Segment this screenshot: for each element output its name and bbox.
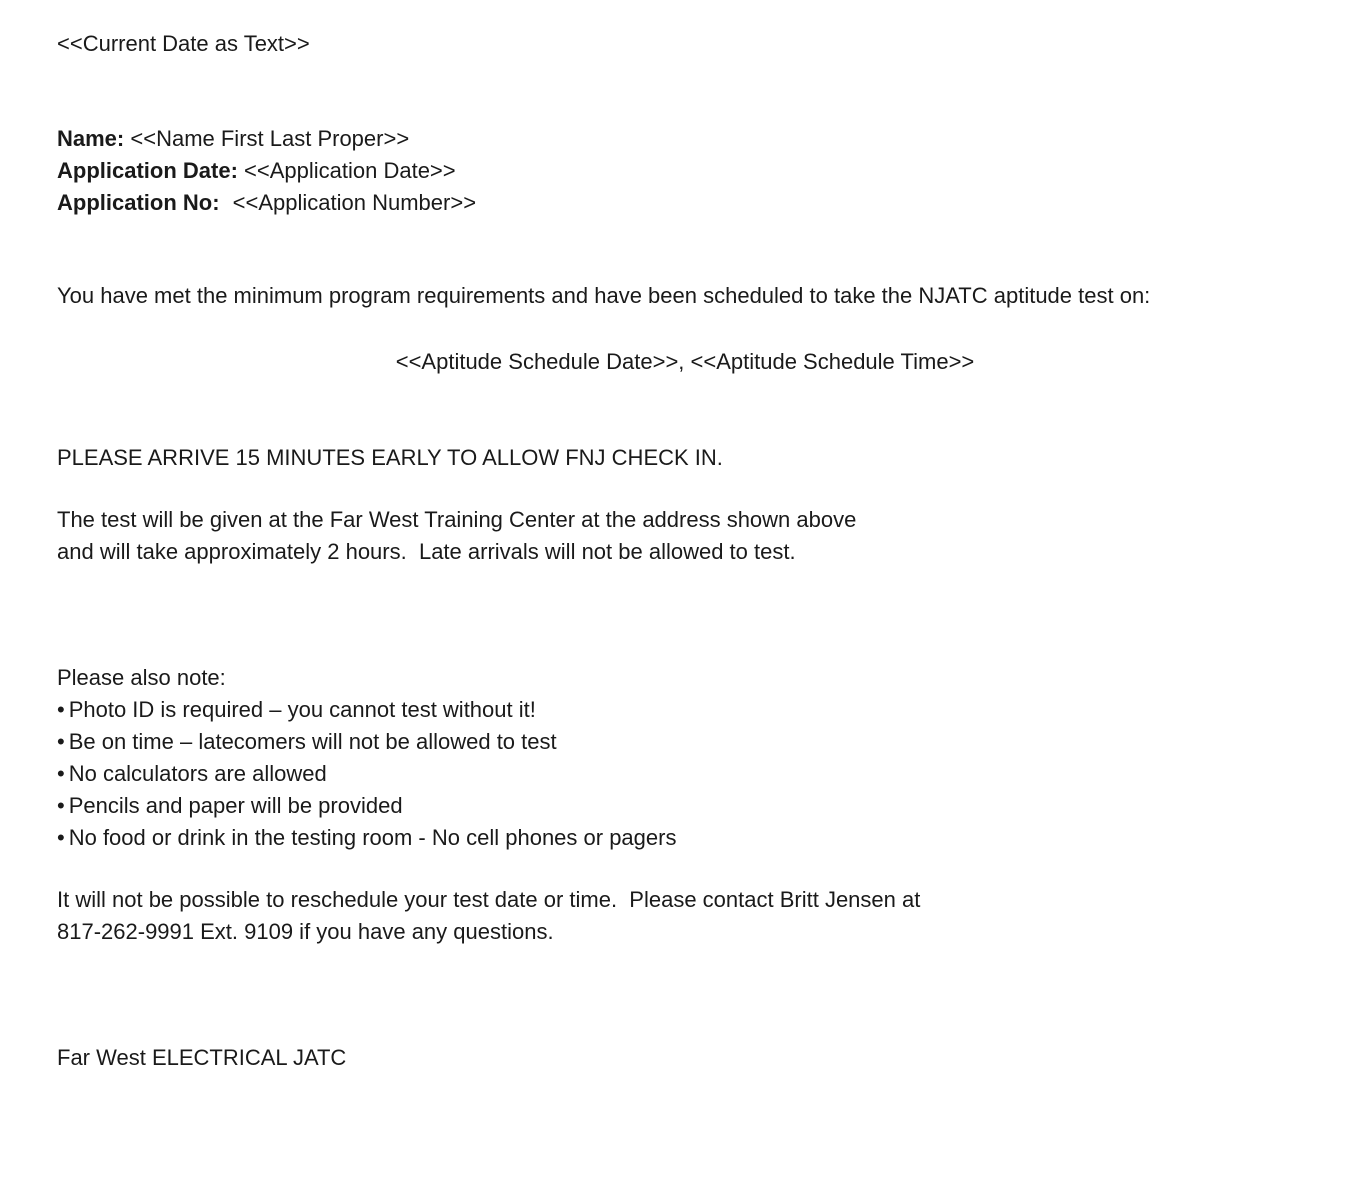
name-line (57, 123, 1313, 155)
arrival-notice: PLEASE ARRIVE 15 MINUTES EARLY TO ALLOW FNJ CHECK IN. (57, 445, 723, 470)
bullet-glyph: • (57, 793, 65, 818)
reschedule-line-2: 817-262-9991 Ext. 9109 if you have any questions. (57, 919, 554, 944)
note-text: Be on time – latecomers will not be allowed to test (68, 729, 557, 754)
application-no-value: <<Application Number>> (232, 190, 477, 215)
name-value: <<Name First Last Proper>> (130, 126, 410, 151)
notes-section (57, 662, 1313, 854)
application-date-label: Application Date: (57, 158, 238, 183)
notes-heading: Please also note: (57, 665, 226, 690)
list-item (57, 822, 1313, 854)
intro-paragraph: You have met the minimum program requirements and have been scheduled to take the NJATC aptitude test on: (57, 283, 1151, 308)
note-text: No calculators are allowed (68, 761, 327, 786)
location-paragraph (57, 504, 1313, 568)
note-text: No food or drink in the testing room - No cell phones or pagers (68, 825, 677, 850)
schedule-placeholder-line: <<Aptitude Schedule Date>>, <<Aptitude Schedule Time>> (395, 349, 975, 374)
bullet-glyph: • (57, 825, 65, 850)
bullet-glyph: • (57, 729, 65, 754)
reschedule-paragraph (57, 884, 1313, 948)
current-date-placeholder: <<Current Date as Text>> (57, 31, 310, 56)
applicant-info-block (57, 123, 1313, 219)
list-item (57, 694, 1313, 726)
list-item (57, 790, 1313, 822)
application-date-line (57, 155, 1313, 187)
application-no-label: Application No: (57, 190, 220, 215)
bullet-glyph: • (57, 697, 65, 722)
note-text: Photo ID is required – you cannot test without it! (68, 697, 536, 722)
reschedule-line-1: It will not be possible to reschedule your test date or time. Please contact Britt Jensen at (57, 887, 921, 912)
location-line-1: The test will be given at the Far West Training Center at the address shown above (57, 507, 857, 532)
signature-line: Far West ELECTRICAL JATC (57, 1045, 347, 1070)
application-date-value: <<Application Date>> (244, 158, 456, 183)
note-text: Pencils and paper will be provided (68, 793, 403, 818)
list-item (57, 726, 1313, 758)
list-item (57, 758, 1313, 790)
bullet-glyph: • (57, 761, 65, 786)
name-label: Name: (57, 126, 125, 151)
application-no-line (57, 187, 1313, 219)
location-line-2: and will take approximately 2 hours. Late arrivals will not be allowed to test. (57, 539, 796, 564)
